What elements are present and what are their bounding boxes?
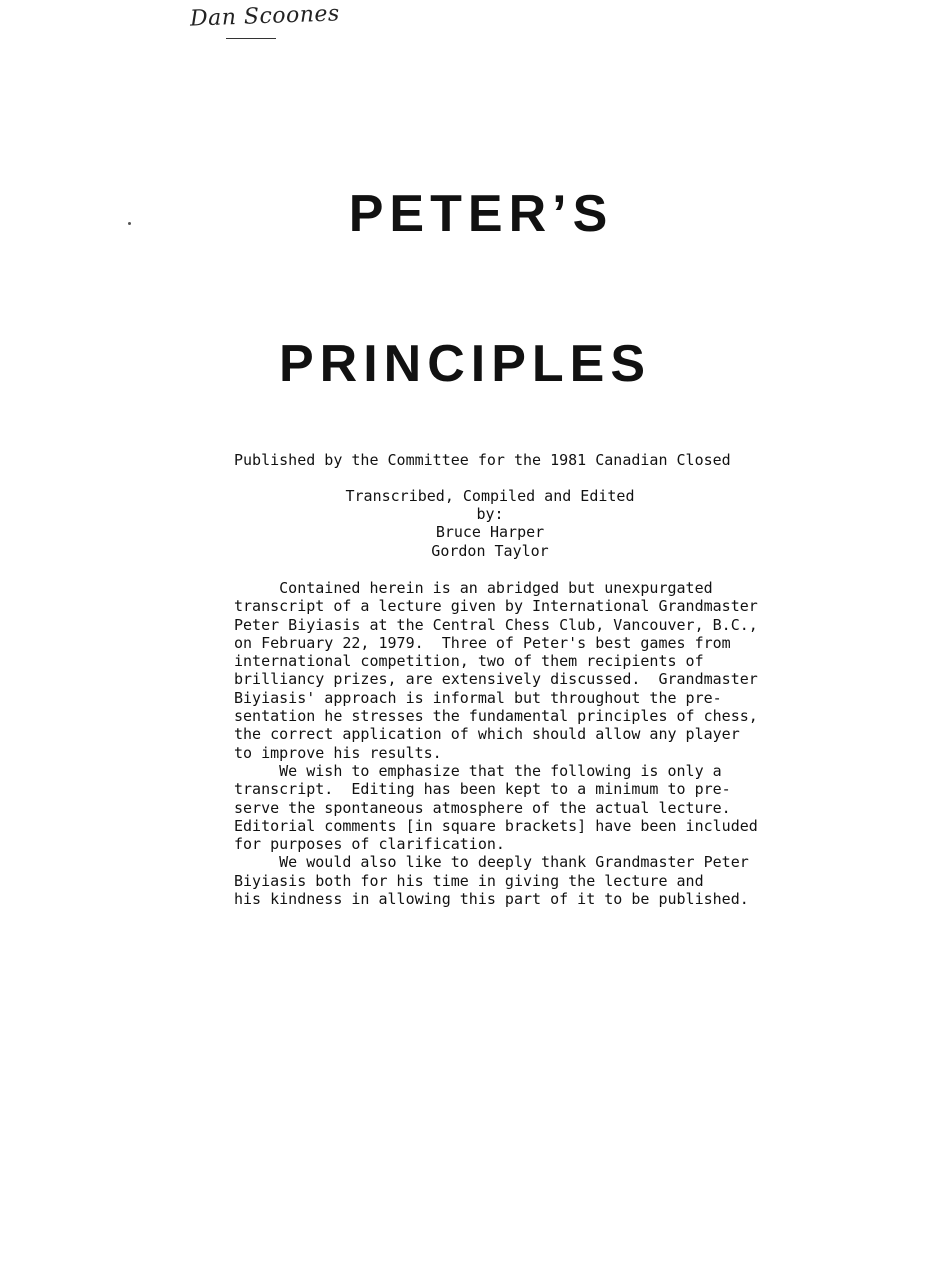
text-line: Peter Biyiasis at the Central Chess Club, Vancouver, B.C.,: [234, 615, 758, 634]
text-line: transcript of a lecture given by International Grandmaster: [234, 597, 758, 616]
text-line: Biyiasis' approach is informal but throughout the pre-: [234, 688, 722, 707]
body-text: [234, 579, 794, 908]
title-line-1: PETER’S: [348, 185, 614, 243]
text-line: the correct application of which should allow any player: [234, 725, 740, 744]
paragraph-1: [234, 579, 794, 762]
text-line: transcript. Editing has been kept to a minimum to pre-: [234, 780, 731, 799]
text-line: Biyiasis both for his time in giving the lecture and: [234, 871, 704, 890]
credits-line-transcribed: Transcribed, Compiled and Edited: [345, 487, 635, 505]
credits-editor-2: Gordon Taylor: [431, 541, 549, 560]
text-line: We would also like to deeply thank Grandmaster Peter: [234, 853, 749, 872]
text-line: his kindness in allowing this part of it to be published.: [234, 890, 749, 909]
credits-block: [0, 487, 930, 560]
paragraph-2: [234, 762, 794, 853]
published-by-line: Published by the Committee for the 1981 Canadian Closed: [234, 451, 731, 469]
text-line: for purposes of clarification.: [234, 835, 505, 854]
text-line: serve the spontaneous atmosphere of the actual lecture.: [234, 798, 731, 817]
text-line: international competition, two of them recipients of: [234, 652, 704, 671]
text-line: Editorial comments [in square brackets] have been included: [234, 816, 758, 835]
title-line-2: PRINCIPLES: [278, 335, 652, 393]
credits-editor-1: Bruce Harper: [435, 523, 545, 542]
text-line: Contained herein is an abridged but unexpurgated: [234, 579, 713, 597]
text-line: We wish to emphasize that the following is only a: [234, 761, 722, 780]
signature-underline: [226, 38, 276, 39]
text-line: on February 22, 1979. Three of Peter's best games from: [234, 633, 731, 652]
text-line: brilliancy prizes, are extensively discussed. Grandmaster: [234, 670, 758, 689]
text-line: to improve his results.: [234, 743, 442, 762]
handwritten-signature: Dan Scoones: [189, 1, 341, 32]
text-line: sentation he stresses the fundamental principles of chess,: [234, 707, 758, 726]
paragraph-3: [234, 853, 794, 908]
credits-line-by: by:: [476, 505, 504, 524]
